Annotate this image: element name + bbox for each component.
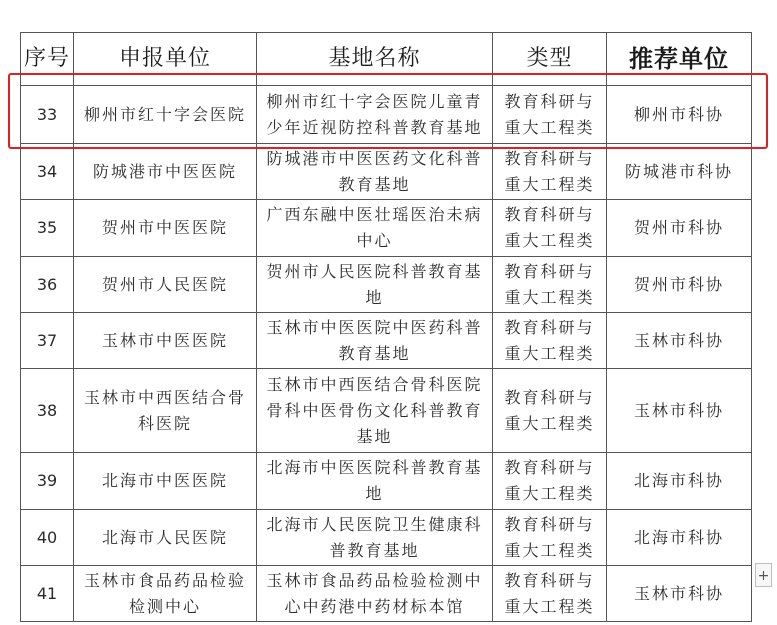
row-no: 34 xyxy=(21,144,74,200)
row-type: 教育科研与重大工程类 xyxy=(493,453,607,510)
table-row xyxy=(21,369,752,453)
table-row xyxy=(21,510,752,566)
row-no: 40 xyxy=(21,510,74,566)
row-no: 35 xyxy=(21,200,74,257)
row-no: 38 xyxy=(21,369,74,453)
row-recommender: 玉林市科协 xyxy=(607,313,752,369)
row-base: 北海市中医医院科普教育基地 xyxy=(257,453,493,510)
table-row xyxy=(21,257,752,313)
row-type: 教育科研与重大工程类 xyxy=(493,510,607,566)
row-base: 玉林市食品药品检验检测中心中药港中药材标本馆 xyxy=(257,566,493,622)
header-recommender: 推荐单位 xyxy=(607,33,752,86)
row-base: 玉林市中医医院中医药科普教育基地 xyxy=(257,313,493,369)
row-unit: 玉林市中西医结合骨科医院 xyxy=(74,369,257,453)
table-row xyxy=(21,144,752,200)
row-no: 36 xyxy=(21,257,74,313)
row-base: 玉林市中西医结合骨科医院骨科中医骨伤文化科普教育基地 xyxy=(257,369,493,453)
row-type: 教育科研与重大工程类 xyxy=(493,86,607,144)
header-base: 基地名称 xyxy=(257,33,493,86)
row-no: 37 xyxy=(21,313,74,369)
row-base: 贺州市人民医院科普教育基地 xyxy=(257,257,493,313)
row-recommender: 玉林市科协 xyxy=(607,369,752,453)
add-row-button[interactable]: + xyxy=(755,563,772,587)
row-type: 教育科研与重大工程类 xyxy=(493,566,607,622)
row-unit: 柳州市红十字会医院 xyxy=(74,86,257,144)
row-type: 教育科研与重大工程类 xyxy=(493,144,607,200)
row-unit: 防城港市中医医院 xyxy=(74,144,257,200)
row-recommender: 玉林市科协 xyxy=(607,566,752,622)
table-row xyxy=(21,86,752,144)
row-recommender: 北海市科协 xyxy=(607,510,752,566)
row-no: 41 xyxy=(21,566,74,622)
row-base: 广西东融中医壮瑶医治未病中心 xyxy=(257,200,493,257)
header-type: 类型 xyxy=(493,33,607,86)
header-no: 序号 xyxy=(21,33,74,86)
table-row xyxy=(21,453,752,510)
row-type: 教育科研与重大工程类 xyxy=(493,200,607,257)
row-no: 33 xyxy=(21,86,74,144)
table-row xyxy=(21,313,752,369)
row-type: 教育科研与重大工程类 xyxy=(493,313,607,369)
row-base: 北海市人民医院卫生健康科普教育基地 xyxy=(257,510,493,566)
header-row xyxy=(21,33,752,86)
row-unit: 贺州市人民医院 xyxy=(74,257,257,313)
row-unit: 玉林市中医医院 xyxy=(74,313,257,369)
header-unit: 申报单位 xyxy=(74,33,257,86)
table-row xyxy=(21,566,752,622)
table-row xyxy=(21,200,752,257)
row-recommender: 贺州市科协 xyxy=(607,257,752,313)
row-base: 柳州市红十字会医院儿童青少年近视防控科普教育基地 xyxy=(257,86,493,144)
row-type: 教育科研与重大工程类 xyxy=(493,369,607,453)
row-base: 防城港市中医医药文化科普教育基地 xyxy=(257,144,493,200)
row-unit: 北海市中医医院 xyxy=(74,453,257,510)
row-recommender: 北海市科协 xyxy=(607,453,752,510)
row-no: 39 xyxy=(21,453,74,510)
row-recommender: 防城港市科协 xyxy=(607,144,752,200)
row-unit: 北海市人民医院 xyxy=(74,510,257,566)
base-list-table xyxy=(20,32,752,622)
row-recommender: 柳州市科协 xyxy=(607,86,752,144)
row-unit: 贺州市中医医院 xyxy=(74,200,257,257)
row-unit: 玉林市食品药品检验检测中心 xyxy=(74,566,257,622)
row-type: 教育科研与重大工程类 xyxy=(493,257,607,313)
row-recommender: 贺州市科协 xyxy=(607,200,752,257)
